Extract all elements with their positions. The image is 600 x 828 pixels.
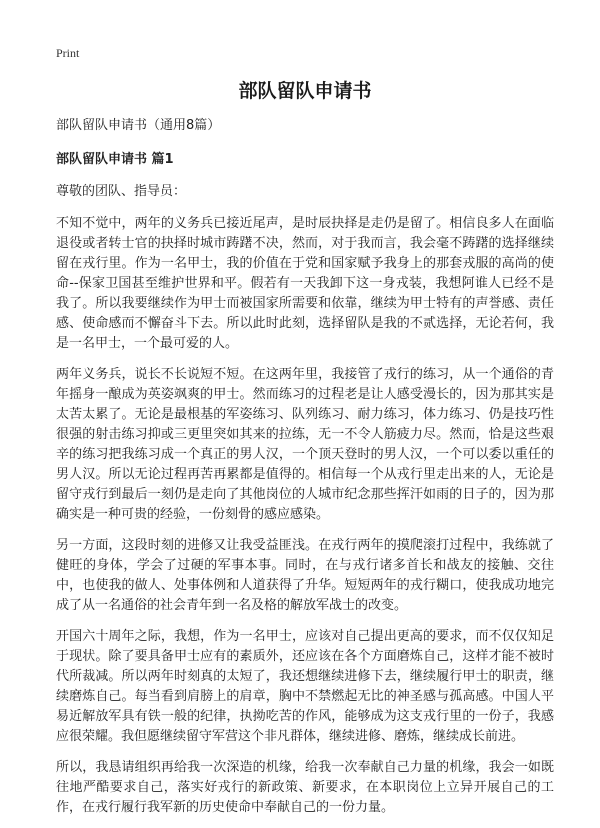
document-title: 部队留队申请书 (238, 80, 372, 102)
body-paragraph: 另一方面，这段时刻的进修又让我受益匪浅。在戎行两年的摸爬滚打过程中，我练就了健旺的身体，学会了过硬的军事本事。同时，在与戎行诸多首长和战友的接触、交往中，也使我的做人、处事体例和人道获得了升华。短短两年的戎行糊口，使我成功地完成了从一名通俗的社会青年到一名及格的解放军战士的改变。 (56, 538, 554, 613)
body-paragraph: 开国六十周年之际，我想，作为一名甲士，应该对自己提出更高的要求，而不仅仅知足于现状。除了要具备甲士应有的素质外，还应该在各个方面磨炼自己，这样才能不被时代所裁减。所以两年时刻真的太短了，我还想继续进修下去，继续履行甲士的职责，继续磨炼自己。每当看到肩膀上的肩章，胸中不禁燃起无比的神圣感与孤高感。中国人平易近解放军具有铁一般的纪律，执拗吃苦的作风，能够成为这支戎行里的一份子，我感应很荣耀。我但愿继续留守军营这个非凡群体，继续进修、磨炼，继续成长前进。 (56, 629, 554, 744)
body-paragraph: 两年义务兵，说长不长说短不短。在这两年里，我接管了戎行的练习，从一个通俗的青年摇身一酿成为英姿飒爽的甲士。然而练习的过程老是让人感受漫长的，因为那其实是太苦太累了。无论是最根基的军姿练习、队列练习、耐力练习，体力练习、仍是技巧性很强的射击练习抑或三更里突如其来的拉练，无一不令人筋疲力尽。然而，恰是这些艰辛的练习把我练习成一个真正的男人汉，一个顶天登时的男人汉，一个可以委以重任的男人汉。所以无论过程再苦再累都是值得的。相信每一个从戎行里走出来的人，无论是留守戎行到最后一刻仍是走向了其他岗位的人城市纪念那些挥汗如雨的日子的，因为那确实是一种可贵的经验，一份刻骨的感应感染。 (56, 367, 554, 522)
salutation: 尊敬的团队、指导员： (56, 184, 187, 199)
body-paragraph: 所以，我恳请组织再给我一次深造的机缘，给我一次奉献自己力量的机缘，我会一如既往地严酷要求自己，落实好戎行的新政策、新要求，在本职岗位上立异开展自己的工作，在戎行履行我军新的历史使命中奉献自己的一份力量。 (56, 760, 554, 815)
document-subtitle: 部队留队申请书（通用8篇） (56, 118, 221, 133)
body-paragraph: 不知不觉中，两年的义务兵已接近尾声，是时辰抉择是走仍是留了。相信良多人在面临退役或者转士官的抉择时城市踌躇不决，然而，对于我而言，我会毫不踌躇的选择继续留在戎行里。作为一名甲士，我的价值在于党和国家赋予我身上的那套戎服的高尚的使命--保家卫国甚至维护世界和平。假若有一天我卸下这一身戎装，我想阿谁人已经不是我了。所以我要继续作为甲士而被国家所需要和依靠，继续为甲士特有的声誉感、责任感、使命感而不懈奋斗下去。所以此时此刻，选择留队是我的不贰选择，无论若何，我是一名甲士，一个最可爱的人。 (56, 216, 554, 351)
print-link[interactable]: Print (56, 46, 80, 60)
section-heading: 部队留队申请书 篇1 (56, 152, 174, 167)
